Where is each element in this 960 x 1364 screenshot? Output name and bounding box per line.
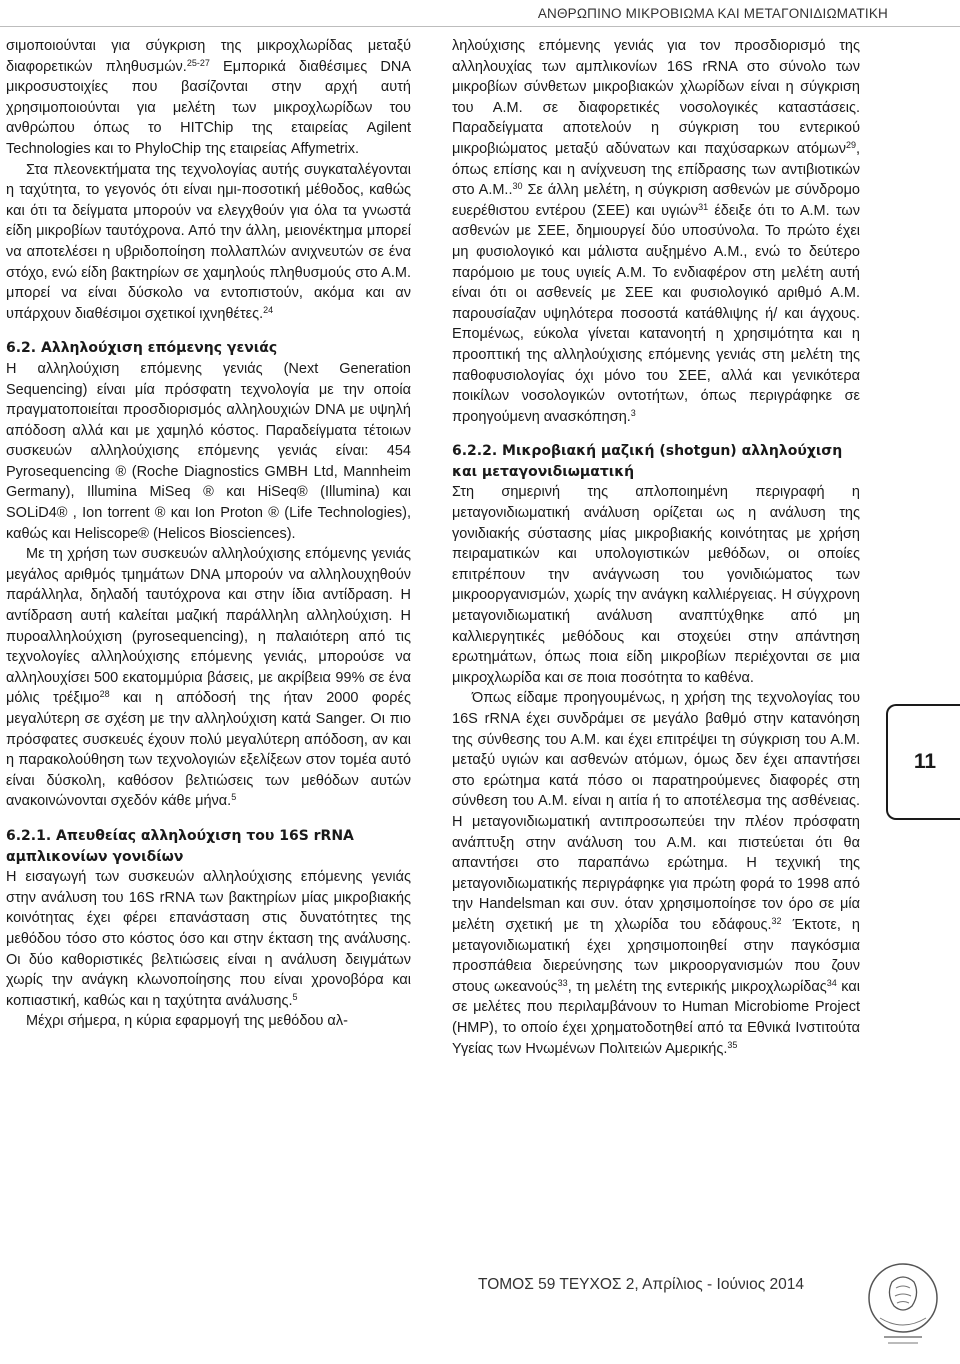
paragraph-text: και σε μελέτες που περιλαμβάνουν το Human Microbiome Project (HMP), το οποίο έχει χρηματοδοτηθεί από τα Εθνικά Ινστιτούτα Υγείας των Ηνωμένων Πολιτειών Αμερικής. — [452, 978, 860, 1057]
left-column — [6, 36, 411, 1032]
paragraph-text: Εμπορικά διαθέσιμες DNA μικροσυστοιχίες που βασίζονται στην αρχή αυτή χρησιμοποιούνται για μελέτη των μικροχλωρίδων του ανθρώπου όπως το HITChip της εταιρείας Agilent Technologies και το PhyloChip της εταιρείας Affymetrix. — [6, 58, 411, 157]
paragraph: Η αλληλούχιση επόμενης γενιάς (Next Generation Sequencing) είναι μία πρόσφατη τεχνολογία με την οποία πραγματοποιείται προσδιορισμός αλληλουχιών DNA με υψηλή απόδοση αλλά και με χαμηλό κόστος. Παραδείγματα τέτοιων συσκευών αλληλούχισης επόμενης γενιάς είναι: 454 Pyrosequencing ® (Roche Diagnostics GMBH Ltd, Mannheim Germany), Illumina MiSeq ® και HiSeq® (Illumina) και SOLiD4® , Ion torrent ® και Ion Proton ® (Life Technologies), καθώς και Heliscope® (Helicos Biosciences). — [6, 360, 411, 542]
paragraph-text: ληλούχισης επόμενης γενιάς για τον προσδιορισμό της αλληλουχίας των αμπλικονίων 16S rRNA στο σύνολο των μικροβίων σύνθετων μικροβιακών χλωρίδων είναι η σύγκριση του Α.Μ. σε διαφορετικές νοσολογικές καταστάσεις. Παραδείγματα αποτελούν η σύγκριση του εντερικού μικροβιώματος μεταξύ αδύνατων και παχύσαρκων ατόμων — [452, 38, 860, 157]
citation: 5 — [292, 991, 298, 1002]
paragraph — [6, 160, 411, 325]
citation: 3 — [630, 407, 636, 418]
citation: 29 — [845, 139, 856, 150]
paragraph-text: σιμοποιούνται για σύγκριση της μικροχλωρίδας μεταξύ διαφορετικών πληθυσμών. — [6, 38, 411, 75]
citation: 34 — [826, 977, 837, 988]
paragraph-text: , όπως επίσης και η ανίχνευση της επίδρασης των αντιβιοτικών στο Α.Μ.. — [452, 140, 860, 199]
paragraph-text: Σε άλλη μελέτη, η σύγκριση ασθενών με σύνδρομο ευερέθιστου εντέρου (ΣΕΕ) και υγιών — [452, 182, 860, 219]
page-number-tab — [886, 704, 960, 820]
subsection-heading: 6.2.2. Μικροβιακή μαζική (shotgun) αλληλούχιση και μεταγονιδιωματική — [452, 443, 843, 480]
paragraph — [6, 36, 411, 160]
paragraph — [452, 36, 860, 427]
page-number: 11 — [913, 750, 937, 773]
paragraph — [6, 867, 411, 1011]
citation: 35 — [727, 1039, 738, 1050]
subsection-heading: 6.2.1. Απευθείας αλληλούχιση του 16S rRNA αμπλικονίων γονιδίων — [6, 827, 354, 865]
paragraph-text: Στα πλεονεκτήματα της τεχνολογίας αυτής συγκαταλέγονται η ταχύτητα, το γεγονός ότι είναι ημι-ποσοτική μέθοδος, καθώς και ότι τα δείγματα μπορούν να ελεγχθούν για όλα τα γνωστά είδη μικροβίων ταυτόχρονα. Από την άλλη, μειονέκτημα μπορεί να αποτελέσει η υβριδοποίηση πολλαπλών ανιχνευτών σε ένα στόχο, ενώ είδη βακτηρίων σε χαμηλούς πληθυσμούς στο Α.Μ. μπορεί να είναι δύσκολο να εντοπιστούν, ακόμα και αν υπάρχουν διαθέσιμοι σχετικοί ιχνηθέτες. — [6, 161, 411, 322]
paragraph: Μέχρι σήμερα, η κύρια εφαρμογή της μεθόδου αλ- — [26, 1013, 348, 1030]
right-column — [452, 36, 860, 1059]
citation: 24 — [263, 304, 274, 315]
paragraph-text: έδειξε ότι το Α.Μ. των ασθενών με ΣΕΕ, δημιουργεί δύο υποσύνολα. Το πρώτο έχει μη φυσιολογικό και μάλιστα αυξημένο Α.Μ., ενώ το δεύτερο παρόμοιο με τους υγιείς Α.Μ. Το ενδιαφέρον στη μελέτη αυτή είναι ότι οι ασθενείς με ΣΕΕ και φυσιολογικό αριθμό Α.Μ. παρουσίαζαν υψηλότερα ποσοστά κατάθλιψης ή/ και άγχους. Επομένως, εύκολα γίνεται κατανοητή η χρησιμότητα και η προοπτική της αλληλούχισης επόμενης γενιάς στη μελέτη της παθοφυσιολογίας όχι μόνο του ΣΕΕ, αλλά και γενικότερα ποικίλων νοσολογικών οντοτήτων, όπως περιγράφηκε σε προηγούμενη ανασκόπηση. — [452, 202, 860, 425]
running-header: ΑΝΘΡΩΠΙΝΟ ΜΙΚΡΟΒΙΩΜΑ ΚΑΙ ΜΕΤΑΓΟΝΙΔΙΩΜΑΤΙΚΗ — [537, 6, 888, 21]
citation: 28 — [99, 689, 110, 700]
paragraph — [452, 688, 860, 1059]
paragraph-text: Η εισαγωγή των συσκευών αλληλούχισης επόμενης γενιάς στην ανάλυση του 16S rRNA των βακτηρίων μίας μικροβιακής κοινότητας έχει φέρει επανάσταση στις δυνατότητες της μεθόδου τόσο στο κόστος όσο και στην έκταση της ανάλυσης. Οι δύο καθοριστικές βελτιώσεις είναι η ανάλυση δειγμάτων χωρίς την ανάγκη κλωνοποίησης που είναι χρονοβόρα και κοπιαστική, καθώς και η ταχύτητα ανάλυσης. — [6, 869, 411, 1009]
paragraph-text: Με τη χρήση των συσκευών αλληλούχισης επόμενης γενιάς μεγάλος αριθμός τμημάτων DNA μπορούν να αλληλουχηθούν παράλληλα, δηλαδή ταυτόχρονα και στην ίδια αντίδραση. Η αντίδραση αυτή καλείται μαζική παράλληλη αλληλούχιση. Η πυροαλληλούχιση (pyrosequencing), η παλαιότερη από τις τεχνολογίες αλληλούχισης επόμενης γενιάς, μπορούσε να αλληλουχίσει 500 εκατομμύρια βάσεις, με ακρίβεια 99% σε ένα μόλις τρέξιμο — [6, 546, 411, 707]
header-rule — [0, 26, 960, 27]
society-logo-icon — [862, 1258, 944, 1354]
citation: 25-27 — [186, 57, 210, 68]
paragraph-text: , τη μελέτη της εντερικής μικροχλωρίδας — [567, 978, 827, 995]
paragraph: Στη σημερινή της απλοποιημένη περιγραφή η μεταγονιδιωματική ανάλυση ορίζεται ως η ανάλυση της γονιδιακής σύστασης μίας μικροβιακής κοινότητας με χρήση πειραματικών και υπολογιστικών μεθόδων, οι οποίες επιτρέπουν την ανάγνωση του γονιδιώματος των μικροοργανισμών, χωρίς την ανάγκη καλλιέργειας. Η σύγχρονη μεταγονιδιωματική ανάλυση αναπτύχθηκε από μη καλλιεργητικές μεθόδους και στοχεύει στην απάντηση ερωτημάτων, όπως ποια είδη μικροβίων περιέχονται σε μια μικροχλωρίδα και σε ποια ποσότητα το καθένα. — [452, 484, 860, 686]
citation: 5 — [231, 792, 237, 803]
citation: 31 — [698, 201, 709, 212]
footer-issue: ΤΟΜΟΣ 59 ΤΕΥΧΟΣ 2, Απρίλιος - Ιούνιος 2014 — [478, 1276, 804, 1293]
citation: 32 — [771, 915, 782, 926]
section-heading: 6.2. Αλληλούχιση επόμενης γενιάς — [6, 340, 278, 357]
citation: 30 — [512, 181, 523, 192]
paragraph-text: και η απόδοσή της ήταν 2000 φορές μεγαλύτερη σε σχέση με την αλληλούχιση κατά Sanger. Οι πιο πρόσφατες συσκευές έχουν πολύ μεγαλύτερη απόδοση, αν και η παρακολούθηση των τεχνολογιών εξελίξεων στον τομέα αυτό είναι δύσκολη, καθόσον βελτιώσεις των μεθόδων αυτών ανακοινώνονται σχεδόν κάθε μήνα. — [6, 690, 411, 810]
paragraph-text: Έκτοτε, η μεταγονιδιωματική έχει χρησιμοποιηθεί στην παγκόσμια προσπάθεια διερεύνησης των μικροοργανισμών που ζουν στους ωκεανούς — [452, 916, 860, 995]
paragraph — [6, 544, 411, 812]
paragraph-text: Όπως είδαμε προηγουμένως, η χρήση της τεχνολογίας του 16S rRNA έχει συνδράμει σε μεγάλο βαθμό στην κατανόηση της σύνθεσης του Α.Μ. και έχει επιτρέψει τη σύγκριση του Α.Μ. μεταξύ υγιών και ασθενών ατόμων, όμως δεν έχει απαντήσει στο ερώτημα κατά πόσο οι παρατηρούμενες διαφορές στη σύνθεση του Α.Μ. είναι η αιτία ή το αποτέλεσμα της ασθένειας. Η μεταγονιδιωματική αντιπροσωπεύει την πλέον πρόσφατη ανάπτυξη στην ανάλυση του Α.Μ. και πιστεύεται ότι θα απαντήσει στο παραπάνω ερώτημα. Η τεχνική της μεταγονιδιωματικής περιγράφηκε για πρώτη φορά το 1998 από την Handelsman και συν. όταν χρησιμοποίησε τον όρο σε μία μελέτη σχετική με τη χλωρίδα του εδάφους. — [452, 690, 860, 933]
citation: 33 — [557, 977, 568, 988]
